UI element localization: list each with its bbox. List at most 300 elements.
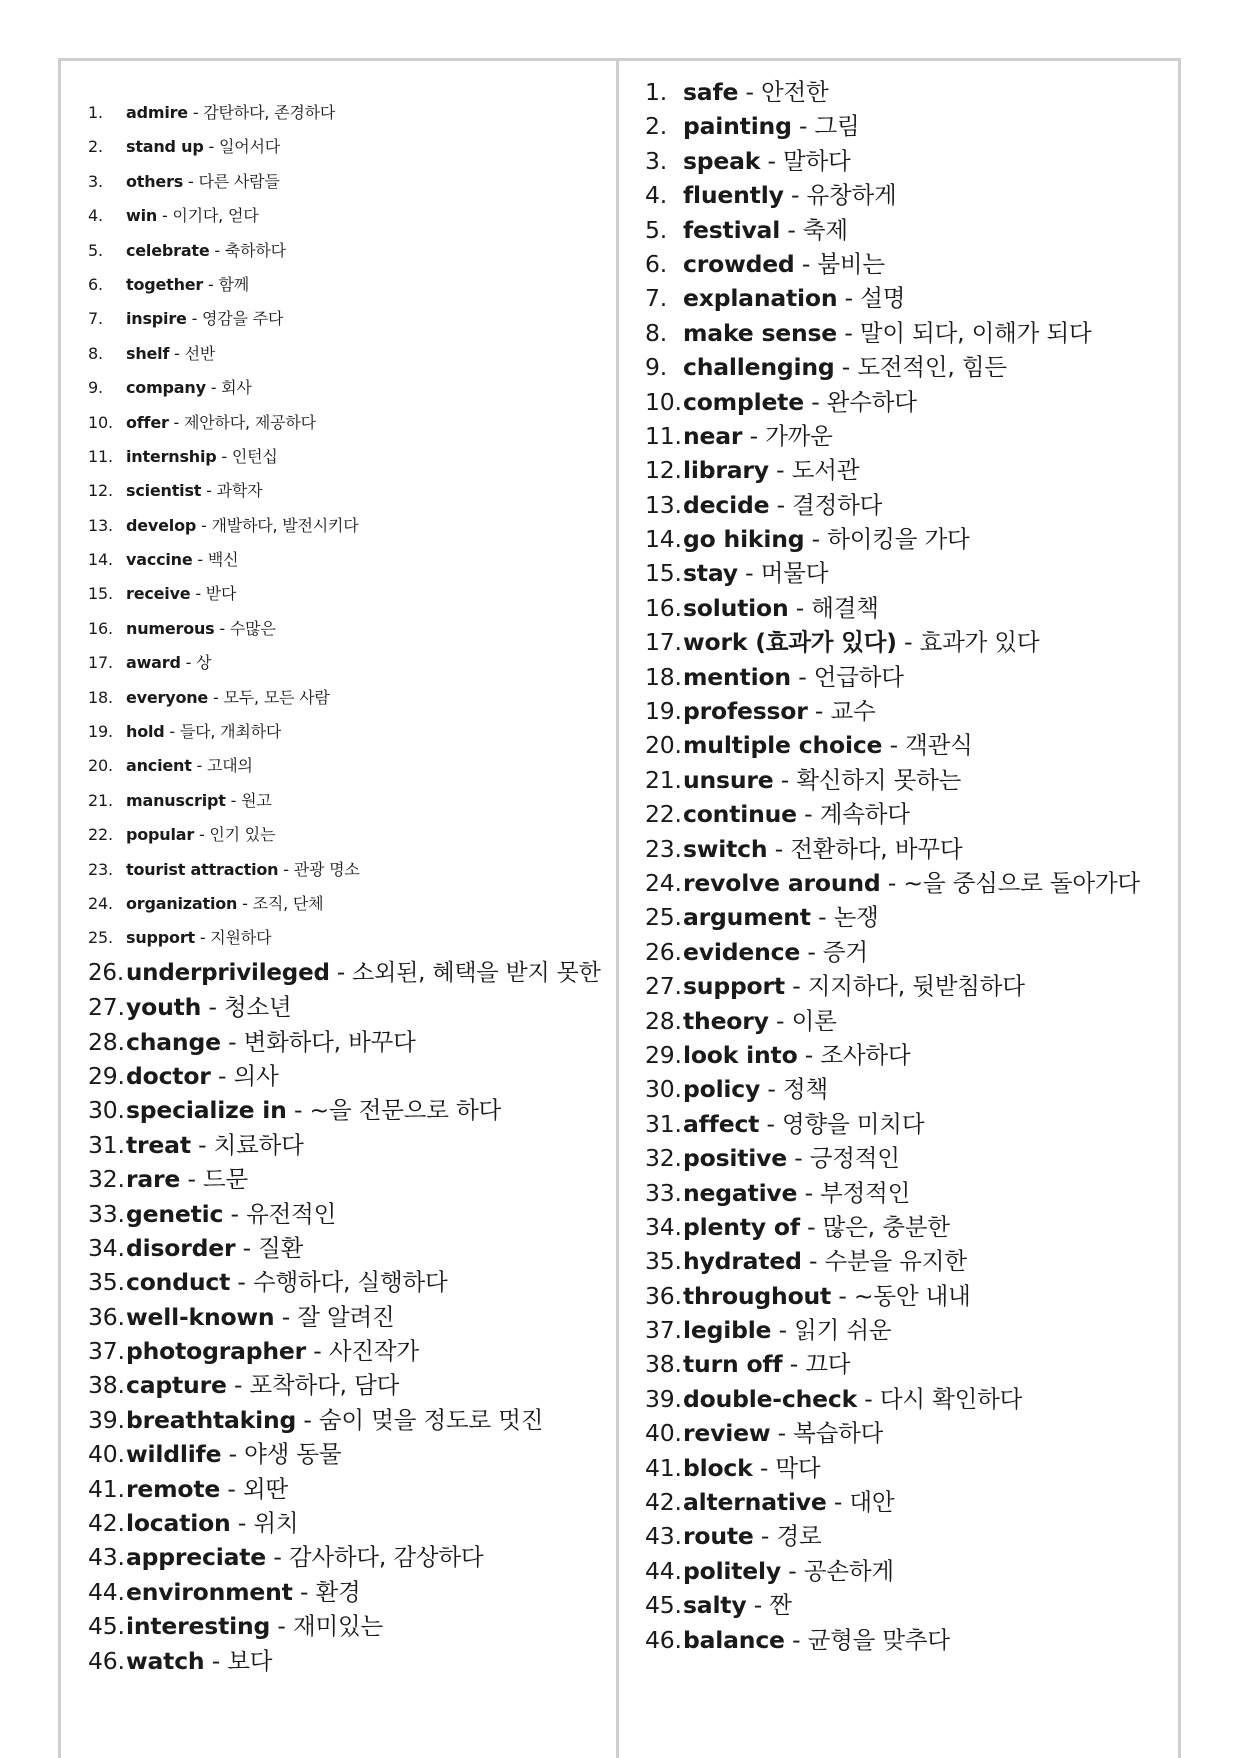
entry-number: 15. (645, 559, 682, 588)
entry-word: look into (683, 1040, 798, 1069)
entry-word: hold (126, 722, 165, 742)
entry-word: win (126, 206, 158, 226)
entry-meaning: - 개발하다, 발전시키다 (196, 515, 359, 535)
vocabulary-entry (645, 1141, 1140, 1175)
entry-meaning: - 다른 사람들 (183, 171, 280, 191)
vocabulary-entry (645, 316, 1140, 350)
entry-number: 21. (88, 790, 113, 810)
entry-number: 35. (88, 1268, 125, 1297)
column-divider (616, 58, 619, 1758)
vocabulary-entry (88, 1059, 601, 1093)
entry-number: 6. (88, 274, 103, 294)
entry-word: everyone (126, 687, 209, 707)
entry-meaning: - 가까운 (742, 421, 833, 450)
entry-word: capture (126, 1371, 227, 1400)
entry-number: 16. (645, 593, 682, 622)
entry-word: continue (683, 800, 797, 829)
vocabulary-entry (645, 419, 1140, 453)
entry-number: 33. (88, 1199, 125, 1228)
entry-number: 12. (645, 456, 682, 485)
entry-word: environment (126, 1577, 293, 1606)
entry-meaning: - 축하하다 (209, 240, 286, 260)
entry-word: mention (683, 662, 791, 691)
entry-word: negative (683, 1178, 798, 1207)
entry-number: 24. (645, 868, 682, 897)
entry-meaning: - 과학자 (201, 481, 263, 501)
entry-number: 9. (645, 353, 668, 382)
vocabulary-entry (88, 1403, 601, 1437)
vocabulary-entry (645, 385, 1140, 419)
vocabulary-entry (645, 247, 1140, 281)
entry-word: appreciate (126, 1543, 267, 1572)
entry-word: festival (683, 215, 781, 244)
entry-meaning: - 수분을 유지한 (801, 1247, 967, 1276)
entry-word: vaccine (126, 550, 193, 570)
entry-number: 22. (645, 800, 682, 829)
vocabulary-entry (645, 1451, 1140, 1485)
entry-number: 4. (88, 206, 103, 226)
entry-meaning: - 많은, 충분한 (799, 1212, 950, 1241)
entry-meaning: - 질환 (235, 1233, 304, 1262)
entry-meaning: - 변화하다, 바꾸다 (220, 1027, 416, 1056)
entry-word: crowded (683, 249, 795, 278)
entry-word: develop (126, 515, 197, 535)
entry-meaning: - 말하다 (760, 146, 851, 175)
entry-meaning: - 공손하게 (781, 1556, 894, 1585)
entry-word: scientist (126, 481, 202, 501)
entry-meaning: - 상 (180, 653, 212, 673)
entry-number: 9. (88, 378, 103, 398)
entry-meaning: - 읽기 쉬운 (771, 1316, 892, 1345)
vocabulary-entry (88, 1025, 601, 1059)
vocabulary-entry (88, 1644, 601, 1678)
vocabulary-entry (645, 1382, 1140, 1416)
entry-word: theory (683, 1006, 769, 1035)
entry-number: 35. (645, 1247, 682, 1276)
entry-number: 40. (88, 1440, 125, 1469)
entry-meaning: - 숨이 멎을 정도로 멋진 (296, 1405, 544, 1434)
entry-number: 21. (645, 765, 682, 794)
entry-meaning: - 논쟁 (810, 903, 879, 932)
entry-word: breathtaking (126, 1405, 297, 1434)
vocabulary-entry (88, 612, 601, 646)
entry-word: positive (683, 1144, 787, 1173)
vocabulary-entry (645, 75, 1140, 109)
entry-meaning: - 일어서다 (203, 137, 281, 157)
entry-number: 30. (88, 1096, 125, 1125)
entry-word: interesting (126, 1612, 271, 1641)
entry-word: solution (683, 593, 789, 622)
entry-word: ancient (126, 756, 192, 776)
entry-number: 46. (645, 1625, 682, 1654)
entry-word: revolve around (683, 868, 881, 897)
entry-number: 39. (88, 1405, 125, 1434)
entry-word: go hiking (683, 525, 805, 554)
entry-meaning: - 받다 (190, 584, 237, 604)
entry-word: treat (126, 1130, 191, 1159)
vocabulary-entry (645, 625, 1140, 659)
entry-meaning: - 백신 (192, 550, 239, 570)
entry-meaning: - 선반 (169, 343, 216, 363)
entry-word: evidence (683, 937, 801, 966)
entry-number: 23. (88, 859, 113, 879)
entry-number: 5. (88, 240, 103, 260)
vocabulary-entry (645, 763, 1140, 797)
entry-word: change (126, 1027, 221, 1056)
entry-number: 29. (88, 1061, 125, 1090)
entry-meaning: - 야생 동물 (221, 1440, 342, 1469)
vocabulary-entry (645, 213, 1140, 247)
entry-meaning: - 정책 (760, 1075, 828, 1104)
entry-meaning: - 함께 (203, 274, 249, 294)
entry-number: 36. (645, 1281, 682, 1310)
entry-number: 40. (645, 1419, 682, 1448)
entry-meaning: - 유전적인 (223, 1199, 337, 1228)
vocabulary-entry (645, 660, 1140, 694)
vocabulary-entry (88, 990, 601, 1024)
entry-number: 27. (88, 993, 125, 1022)
vocabulary-entry (88, 96, 601, 130)
vocabulary-entry (88, 1368, 601, 1402)
entry-word: block (683, 1453, 753, 1482)
entry-word: switch (683, 834, 768, 863)
vocabulary-entry (645, 1519, 1140, 1553)
entry-number: 37. (88, 1337, 125, 1366)
entry-word: stand up (126, 137, 204, 157)
entry-word: support (683, 972, 785, 1001)
entry-meaning: - 치료하다 (190, 1130, 304, 1159)
vocabulary-entry (645, 109, 1140, 143)
entry-meaning: - 소외된, 혜택을 받지 못한 (329, 959, 601, 986)
vocabulary-entry (88, 1506, 601, 1540)
vocabulary-entry (88, 1162, 601, 1196)
entry-meaning: - 지원하다 (194, 928, 272, 948)
entry-number: 34. (88, 1233, 125, 1262)
entry-meaning: - 부정적인 (797, 1178, 911, 1207)
vocabulary-entry (88, 1128, 601, 1162)
vocabulary-entry (88, 887, 601, 921)
entry-number: 45. (645, 1591, 682, 1620)
entry-word: challenging (683, 353, 835, 382)
vocabulary-list-right (645, 75, 1140, 1657)
entry-number: 13. (645, 490, 682, 519)
entry-number: 43. (88, 1543, 125, 1572)
vocabulary-entry (645, 1210, 1140, 1244)
entry-word: well-known (126, 1302, 275, 1331)
entry-word: explanation (683, 284, 838, 313)
entry-number: 1. (645, 78, 668, 106)
entry-number: 1. (88, 103, 103, 122)
entry-word: double-check (683, 1384, 858, 1413)
entry-word: throughout (683, 1281, 832, 1310)
vocabulary-entry (88, 302, 601, 336)
entry-meaning: - 잘 알려진 (274, 1302, 395, 1331)
entry-word: review (683, 1419, 771, 1448)
entry-number: 27. (645, 972, 682, 1001)
entry-meaning: - 대안 (826, 1488, 895, 1517)
entry-word: photographer (126, 1337, 307, 1366)
vocabulary-entry (645, 488, 1140, 522)
vocabulary-entry (645, 694, 1140, 728)
vocabulary-entry (88, 1334, 601, 1368)
entry-meaning: - ~동안 내내 (831, 1281, 971, 1310)
vocabulary-entry (645, 1176, 1140, 1210)
entry-number: 42. (88, 1509, 125, 1538)
vocabulary-entry (645, 350, 1140, 384)
entry-meaning: - 객관식 (882, 731, 973, 760)
entry-word: shelf (126, 343, 170, 363)
entry-meaning: - 긍정적인 (786, 1144, 900, 1173)
vocabulary-entry (88, 371, 601, 405)
entry-word: award (126, 653, 181, 673)
entry-meaning: - 영향을 미치다 (759, 1109, 925, 1138)
entry-number: 17. (645, 628, 682, 657)
vocabulary-entry (645, 969, 1140, 1003)
entry-meaning: - 결정하다 (769, 490, 883, 519)
vocabulary-entry (88, 784, 601, 818)
entry-meaning: - 증거 (800, 937, 868, 966)
entry-meaning: - 막다 (752, 1453, 821, 1482)
entry-number: 28. (645, 1006, 682, 1035)
entry-word: remote (126, 1474, 221, 1503)
entry-word: salty (683, 1591, 747, 1620)
entry-word: underprivileged (126, 959, 330, 986)
vocabulary-entry (645, 1313, 1140, 1347)
vocabulary-entry (645, 728, 1140, 762)
vocabulary-entry (88, 440, 601, 474)
entry-meaning: - 감사하다, 감상하다 (266, 1543, 484, 1572)
vocabulary-entry (88, 1609, 601, 1643)
entry-meaning: - 복습하다 (770, 1419, 884, 1448)
entry-word: conduct (126, 1268, 231, 1297)
vocabulary-entry (88, 406, 601, 440)
entry-word: wildlife (126, 1440, 222, 1469)
entry-meaning: - 제안하다, 제공하다 (168, 412, 316, 432)
entry-number: 3. (645, 146, 668, 175)
entry-meaning: - 포착하다, 담다 (226, 1371, 400, 1400)
entry-number: 42. (645, 1488, 682, 1517)
entry-meaning: - ~을 전문으로 하다 (286, 1096, 502, 1125)
vocabulary-entry (645, 832, 1140, 866)
entry-number: 46. (88, 1646, 125, 1675)
entry-number: 25. (88, 928, 113, 948)
entry-number: 45. (88, 1612, 125, 1641)
entry-number: 26. (88, 959, 124, 986)
entry-word: organization (126, 893, 238, 913)
entry-meaning: - 조직, 단체 (237, 893, 324, 913)
entry-meaning: - 언급하다 (790, 662, 904, 691)
entry-meaning: - 인턴십 (216, 446, 278, 466)
entry-meaning: - 도서관 (768, 456, 860, 485)
vocabulary-entry (645, 900, 1140, 934)
entry-meaning: - 사진작가 (306, 1337, 419, 1366)
entry-meaning: - 다시 확인하다 (857, 1384, 1023, 1413)
entry-number: 41. (645, 1453, 682, 1482)
entry-number: 18. (88, 687, 113, 707)
vocabulary-entry (88, 1472, 601, 1506)
entry-word: politely (683, 1556, 782, 1585)
entry-number: 34. (645, 1212, 682, 1241)
entry-meaning: - 유창하게 (783, 181, 897, 210)
vocabulary-entry (645, 453, 1140, 487)
vocabulary-entry (645, 797, 1140, 831)
vocabulary-entry (88, 681, 601, 715)
entry-word: policy (683, 1075, 761, 1104)
entry-word: professor (683, 697, 808, 726)
vocabulary-entry (645, 556, 1140, 590)
entry-word: others (126, 171, 184, 191)
vocabulary-entry (88, 234, 601, 268)
entry-meaning: - 전환하다, 바꾸다 (767, 834, 963, 863)
vocabulary-entry (645, 1347, 1140, 1381)
entry-number: 20. (645, 731, 682, 760)
entry-word: disorder (126, 1233, 236, 1262)
entry-number: 26. (645, 937, 682, 966)
entry-word: doctor (126, 1061, 211, 1090)
vocabulary-entry (88, 199, 601, 233)
vocabulary-entry (645, 1554, 1140, 1588)
entry-word: receive (126, 584, 191, 604)
entry-number: 19. (645, 697, 682, 726)
entry-number: 38. (645, 1350, 682, 1379)
entry-number: 39. (645, 1384, 682, 1413)
entry-number: 25. (645, 903, 682, 932)
entry-meaning: - 재미있는 (270, 1612, 383, 1641)
entry-word: balance (683, 1625, 785, 1654)
entry-number: 32. (88, 1165, 125, 1194)
entry-meaning: - 드문 (180, 1165, 249, 1194)
entry-word: rare (126, 1165, 181, 1194)
entry-number: 36. (88, 1302, 125, 1331)
entry-meaning: - 완수하다 (803, 387, 917, 416)
vocabulary-entry (88, 1540, 601, 1574)
entry-word: argument (683, 903, 811, 932)
vocabulary-entry (88, 1437, 601, 1471)
entry-number: 10. (645, 387, 682, 416)
entry-number: 5. (645, 215, 668, 244)
entry-number: 11. (645, 421, 682, 450)
entry-number: 7. (645, 284, 668, 313)
entry-word: popular (126, 825, 195, 845)
vocabulary-entry (88, 646, 601, 680)
entry-number: 33. (645, 1178, 682, 1207)
vocabulary-entry (88, 1093, 601, 1127)
entry-meaning: - 관광 명소 (278, 859, 360, 879)
entry-meaning: - 효과가 있다 (896, 628, 1040, 657)
entry-word: specialize in (126, 1096, 287, 1125)
entry-meaning: - 감탄하다, 존경하다 (187, 103, 336, 122)
entry-word: decide (683, 490, 770, 519)
entry-number: 28. (88, 1027, 125, 1056)
entry-number: 24. (88, 893, 113, 913)
entry-word: legible (683, 1316, 772, 1345)
vocabulary-entry (645, 935, 1140, 969)
entry-meaning: - 머물다 (737, 559, 829, 588)
entry-meaning: - 영감을 주다 (186, 309, 284, 329)
entry-word: tourist attraction (126, 859, 279, 879)
vocabulary-entry (88, 268, 601, 302)
entry-meaning: - 그림 (791, 112, 860, 141)
entry-number: 23. (645, 834, 682, 863)
entry-meaning: - 청소년 (201, 993, 292, 1022)
entry-number: 44. (645, 1556, 682, 1585)
entry-meaning: - 하이킹을 가다 (804, 525, 970, 554)
vocabulary-entry (645, 178, 1140, 212)
entry-word: affect (683, 1109, 760, 1138)
entry-word: library (683, 456, 769, 485)
vocabulary-entry (88, 921, 601, 955)
entry-number: 18. (645, 662, 682, 691)
entry-number: 29. (645, 1040, 682, 1069)
entry-number: 16. (88, 618, 113, 638)
entry-number: 2. (88, 137, 103, 157)
vocabulary-entry (645, 1107, 1140, 1141)
vocabulary-entry (88, 1197, 601, 1231)
vocabulary-entry (645, 1416, 1140, 1450)
entry-number: 37. (645, 1316, 682, 1345)
entry-number: 30. (645, 1075, 682, 1104)
entry-word: fluently (683, 181, 784, 210)
vocabulary-entry (645, 1485, 1140, 1519)
entry-number: 8. (88, 343, 103, 363)
entry-word: unsure (683, 765, 774, 794)
entry-meaning: - 계속하다 (796, 800, 910, 829)
entry-word: plenty of (683, 1212, 800, 1241)
entry-word: company (126, 378, 206, 398)
entry-number: 14. (645, 525, 682, 554)
entry-number: 32. (645, 1144, 682, 1173)
entry-number: 41. (88, 1474, 125, 1503)
entry-word: admire (126, 103, 188, 122)
vocabulary-entry (88, 1300, 601, 1334)
entry-meaning: - 설명 (837, 284, 906, 313)
vocabulary-entry (88, 1231, 601, 1265)
vocabulary-entry (645, 281, 1140, 315)
vocabulary-entry (88, 749, 601, 783)
entry-word: manuscript (126, 790, 226, 810)
entry-meaning: - 확신하지 못하는 (773, 765, 962, 794)
entry-meaning: - 말이 되다, 이해가 되다 (837, 318, 1092, 347)
entry-word: support (126, 928, 195, 948)
entry-meaning: - 수행하다, 실행하다 (230, 1268, 448, 1297)
entry-meaning: - 끄다 (782, 1350, 851, 1379)
entry-meaning: - 모두, 모든 사람 (208, 687, 330, 707)
entry-number: 7. (88, 309, 103, 329)
entry-number: 17. (88, 653, 113, 673)
entry-number: 11. (88, 446, 113, 466)
entry-word: multiple choice (683, 731, 883, 760)
entry-number: 10. (88, 412, 113, 432)
vocabulary-entry (645, 522, 1140, 556)
vocabulary-entry (88, 543, 601, 577)
entry-meaning: - 이론 (768, 1006, 837, 1035)
entry-meaning: - 보다 (204, 1646, 273, 1675)
vocabulary-entry (88, 715, 601, 749)
entry-number: 2. (645, 112, 668, 141)
entry-meaning: - 회사 (205, 378, 252, 398)
vocabulary-entry (645, 1072, 1140, 1106)
entry-number: 38. (88, 1371, 125, 1400)
entry-meaning: - 조사하다 (797, 1040, 911, 1069)
entry-meaning: - 붐비는 (794, 249, 885, 278)
vocabulary-entry (645, 144, 1140, 178)
vocabulary-entry (645, 1588, 1140, 1622)
entry-word: celebrate (126, 240, 210, 260)
vocabulary-entry (88, 337, 601, 371)
entry-meaning: - 들다, 개최하다 (164, 722, 282, 742)
entry-meaning: - 이기다, 얻다 (157, 206, 259, 226)
vocabulary-entry (645, 866, 1140, 900)
